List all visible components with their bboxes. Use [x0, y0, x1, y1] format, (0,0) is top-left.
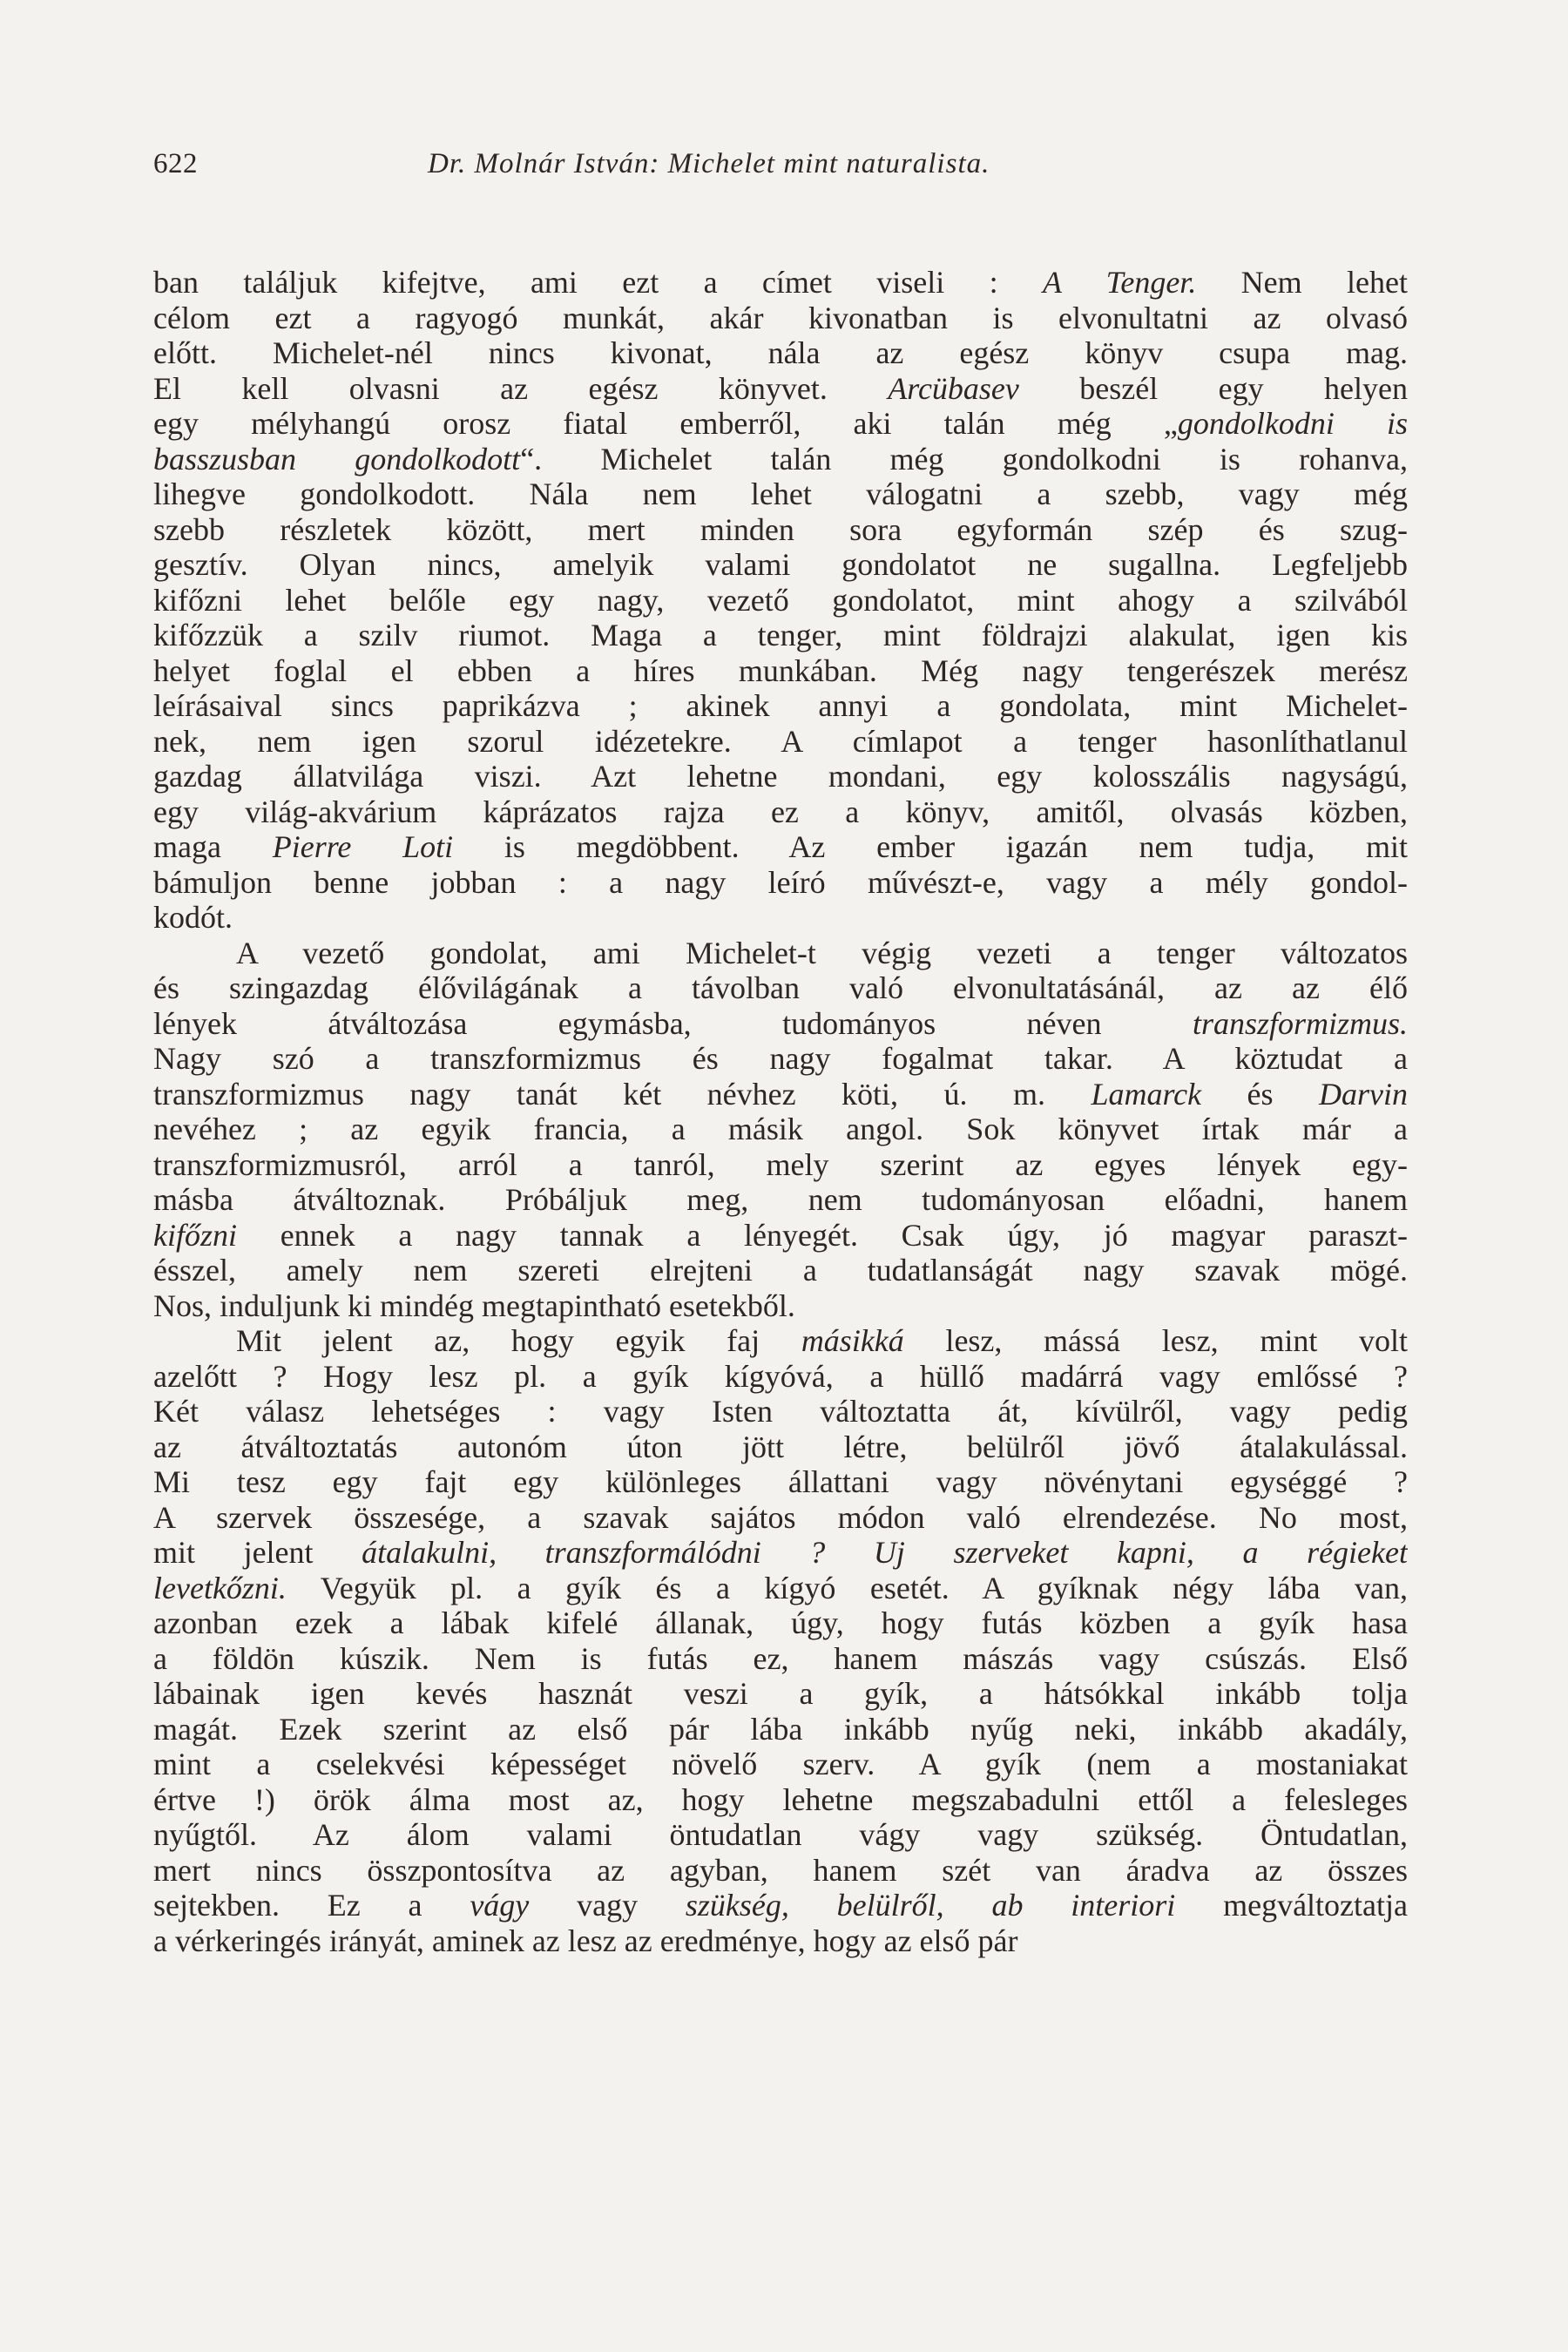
text-line: lények átváltozása egymásba, tudományos néven transzformizmus. — [153, 1005, 1408, 1041]
page-number: 622 — [153, 148, 198, 179]
text-line: nyűgtől. Az álom valami öntudatlan vágy vagy szükség. Öntudatlan, — [153, 1817, 1408, 1852]
text-line: transzformizmusról, arról a tanról, mely szerint az egyes lények egy- — [153, 1146, 1408, 1182]
text-line: másba átváltoznak. Próbáljuk meg, nem tudományosan előadni, hanem — [153, 1182, 1408, 1217]
text-line: Mi tesz egy fajt egy különleges állattani vagy növénytani egységgé ? — [153, 1464, 1408, 1499]
text-line: gazdag állatvilága viszi. Azt lehetne mondani, egy kolosszális nagyságú, — [153, 759, 1408, 794]
text-line: mert nincs összpontosítva az agyban, hanem szét van áradva az összes — [153, 1852, 1408, 1888]
paragraph — [153, 265, 1408, 936]
text-line: nevéhez ; az egyik francia, a másik angol. Sok könyvet írtak már a — [153, 1112, 1408, 1146]
text-line: azonban ezek a lábak kifelé állanak, úgy, hogy futás közben a gyík hasa — [153, 1605, 1408, 1640]
text-line: egy világ-akvárium káprázatos rajza ez a könyv, amitől, olvasás közben, — [153, 794, 1408, 829]
text-line: lábainak igen kevés hasznát veszi a gyík, a hátsókkal inkább tolja — [153, 1676, 1408, 1711]
text-line: mint a cselekvési képességet növelő szerv. A gyík (nem a mostaniakat — [153, 1747, 1408, 1781]
text-line: A szervek összesége, a szavak sajátos módon való elrendezése. No most, — [153, 1499, 1408, 1535]
running-title: Dr. Molnár István: Michelet mint naturalista. — [428, 148, 990, 179]
text-line: leírásaival sincs paprikázva ; akinek annyi a gondolata, mint Michelet- — [153, 688, 1408, 723]
text-line: a vérkeringés irányát, aminek az lesz az eredménye, hogy az első pár — [153, 1923, 1018, 1958]
text-line: El kell olvasni az egész könyvet. Arcübasev beszél egy helyen — [153, 370, 1408, 406]
text-line: a földön kúszik. Nem is futás ez, hanem mászás vagy csúszás. Első — [153, 1640, 1408, 1676]
paragraph — [153, 1323, 1408, 1958]
paragraph — [153, 936, 1408, 1324]
text-line: kodót. — [153, 900, 233, 935]
text-line: transzformizmus nagy tanát két névhez köti, ú. m. Lamarck és Darvin — [153, 1076, 1408, 1112]
text-line: maga Pierre Loti is megdöbbent. Az ember igazán nem tudja, mit — [153, 829, 1408, 864]
body-text — [153, 265, 1408, 1958]
text-line: szebb részletek között, mert minden sora egyformán szép és szug- — [153, 511, 1408, 547]
text-line: kifőzni lehet belőle egy nagy, vezető gondolatot, mint ahogy a szilvából — [153, 582, 1408, 618]
text-line: előtt. Michelet-nél nincs kivonat, nála az egész könyv csupa mag. — [153, 335, 1408, 370]
text-line: magát. Ezek szerint az első pár lába inkább nyűg neki, inkább akadály, — [153, 1711, 1408, 1747]
text-line: értve !) örök álma most az, hogy lehetne megszabadulni ettől a felesleges — [153, 1781, 1408, 1817]
text-line: célom ezt a ragyogó munkát, akár kivonatban is elvonultatni az olvasó — [153, 300, 1408, 335]
text-line: kifőzni ennek a nagy tannak a lényegét. Csak úgy, jó magyar paraszt- — [153, 1217, 1408, 1253]
text-line: Két válasz lehetséges : vagy Isten változtatta át, kívülről, vagy pedig — [153, 1394, 1408, 1429]
text-line: mit jelent átalakulni, transzformálódni ? Uj szerveket kapni, a régieket — [153, 1535, 1408, 1570]
text-line: levetkőzni. Vegyük pl. a gyík és a kígyó esetét. A gyíknak négy lába van, — [153, 1570, 1408, 1605]
text-line: basszusban gondolkodott“. Michelet talán még gondolkodni is rohanva, — [153, 441, 1408, 476]
text-line: Mit jelent az, hogy egyik faj másikká lesz, mássá lesz, mint volt — [236, 1323, 1408, 1358]
text-line: azelőtt ? Hogy lesz pl. a gyík kígyóvá, a hüllő madárrá vagy emlőssé ? — [153, 1358, 1408, 1394]
text-line: A vezető gondolat, ami Michelet-t végig vezeti a tenger változatos — [236, 935, 1408, 970]
text-line: nek, nem igen szorul idézetekre. A címlapot a tenger hasonlíthatlanul — [153, 723, 1408, 759]
text-line: ban találjuk kifejtve, ami ezt a címet viseli : A Tenger. Nem lehet — [153, 265, 1408, 300]
text-line: az átváltoztatás autonóm úton jött létre, belülről jövő átalakulással. — [153, 1429, 1408, 1464]
text-line: és szingazdag élővilágának a távolban való elvonultatásánál, az az élő — [153, 970, 1408, 1005]
text-line: gesztív. Olyan nincs, amelyik valami gondolatot ne sugallna. Legfeljebb — [153, 547, 1408, 582]
text-line: sejtekben. Ez a vágy vagy szükség, belülről, ab interiori megváltoztatja — [153, 1888, 1408, 1923]
page-header — [153, 148, 1408, 200]
text-line: Nos, induljunk ki mindég megtapintható esetekből. — [153, 1288, 795, 1323]
text-line: ésszel, amely nem szereti elrejteni a tudatlanságát nagy szavak mögé. — [153, 1253, 1408, 1288]
text-line: helyet foglal el ebben a híres munkában. Még nagy tengerészek merész — [153, 652, 1408, 688]
text-line: bámuljon benne jobban : a nagy leíró művészt-e, vagy a mély gondol- — [153, 864, 1408, 900]
text-line: Nagy szó a transzformizmus és nagy fogalmat takar. A köztudat a — [153, 1041, 1408, 1076]
text-line: lihegve gondolkodott. Nála nem lehet válogatni a szebb, vagy még — [153, 476, 1408, 511]
text-line: kifőzzük a szilv riumot. Maga a tenger, mint földrajzi alakulat, igen kis — [153, 618, 1408, 652]
text-line: egy mélyhangú orosz fiatal emberről, aki talán még „gondolkodni is — [153, 406, 1408, 441]
